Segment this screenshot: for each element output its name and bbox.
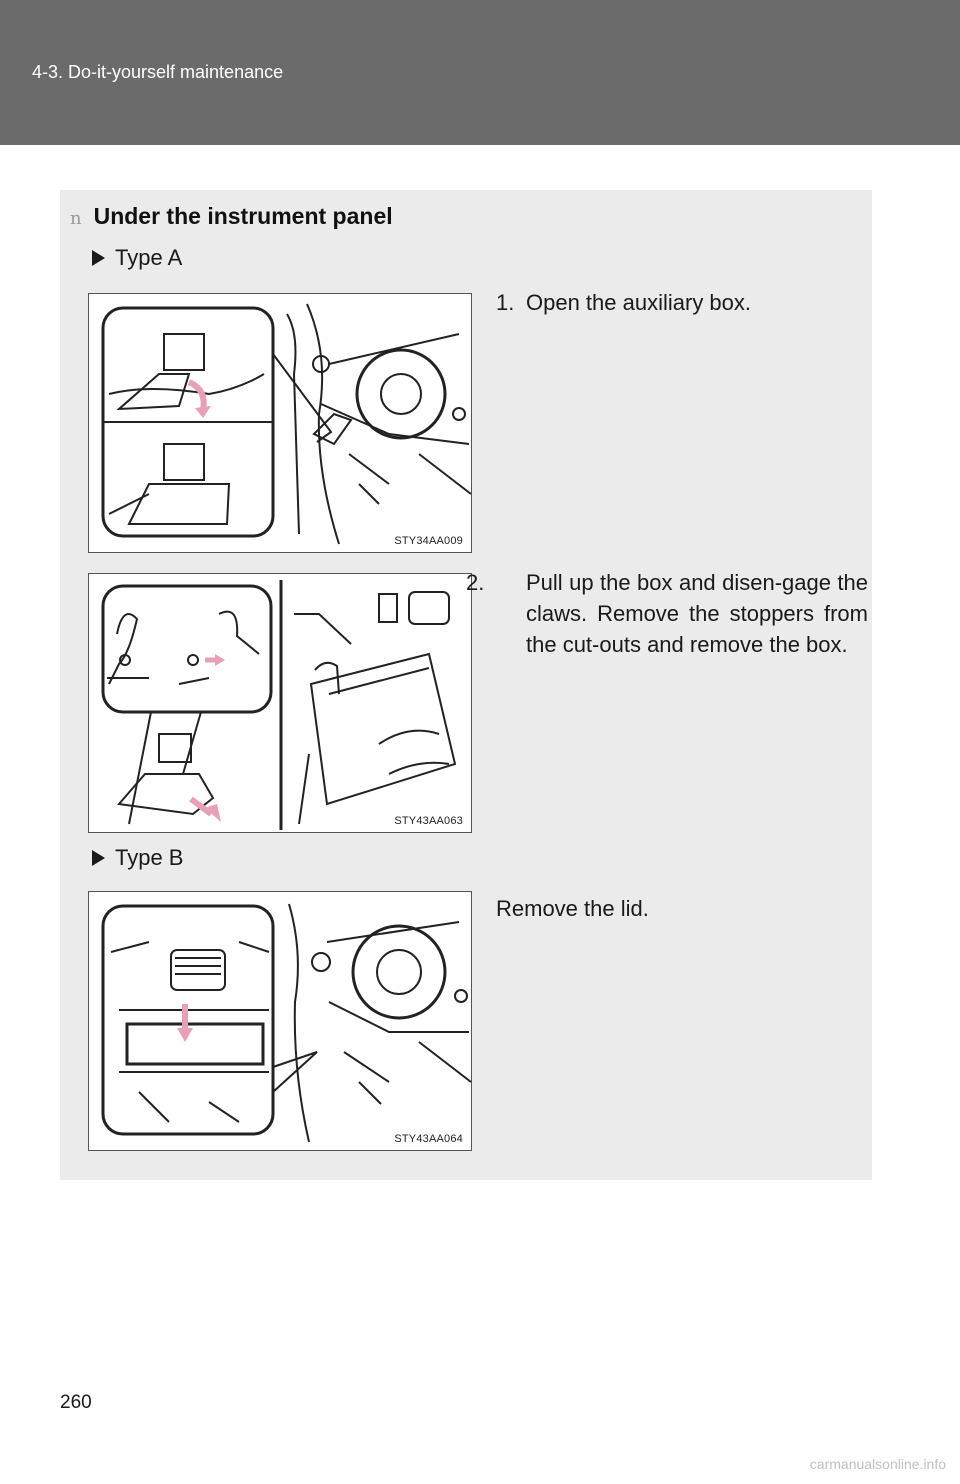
page-header — [0, 0, 960, 145]
heading-bullet: n — [70, 208, 82, 229]
remove-box-illustration — [89, 574, 473, 834]
triangle-bullet-icon — [92, 250, 105, 266]
watermark: carmanualsonline.info — [809, 1456, 946, 1472]
step-2-text: Pull up the box and disen-gage the claws. Remove the stoppers from the cut-outs and remove the box. — [526, 570, 868, 657]
type-a-text: Type A — [115, 245, 183, 270]
step-2 — [466, 567, 868, 660]
section-title: 4-3. Do-it-yourself maintenance — [32, 62, 284, 82]
step-3-text: Remove the lid. — [496, 896, 649, 921]
figure-remove-box — [88, 573, 472, 833]
heading-title: Under the instrument panel — [93, 203, 393, 229]
figure-open-auxiliary-box — [88, 293, 472, 553]
figure-code: STY43AA064 — [394, 1133, 463, 1145]
figure-code: STY43AA063 — [394, 815, 463, 827]
figure-code: STY34AA009 — [394, 535, 463, 547]
triangle-bullet-icon — [92, 850, 105, 866]
step-1-text: Open the auxiliary box. — [526, 290, 752, 315]
type-a-label — [92, 245, 182, 271]
step-1 — [496, 287, 838, 318]
type-b-label — [92, 845, 183, 871]
page-number: 260 — [60, 1392, 92, 1413]
step-3 — [496, 893, 838, 924]
remove-lid-illustration — [89, 892, 473, 1152]
type-b-text: Type B — [115, 845, 184, 870]
step-2-number: 2. — [466, 570, 485, 595]
step-1-number: 1. — [496, 290, 515, 315]
figure-remove-lid — [88, 891, 472, 1151]
auxiliary-box-open-illustration — [89, 294, 473, 554]
subsection-heading — [70, 203, 393, 230]
